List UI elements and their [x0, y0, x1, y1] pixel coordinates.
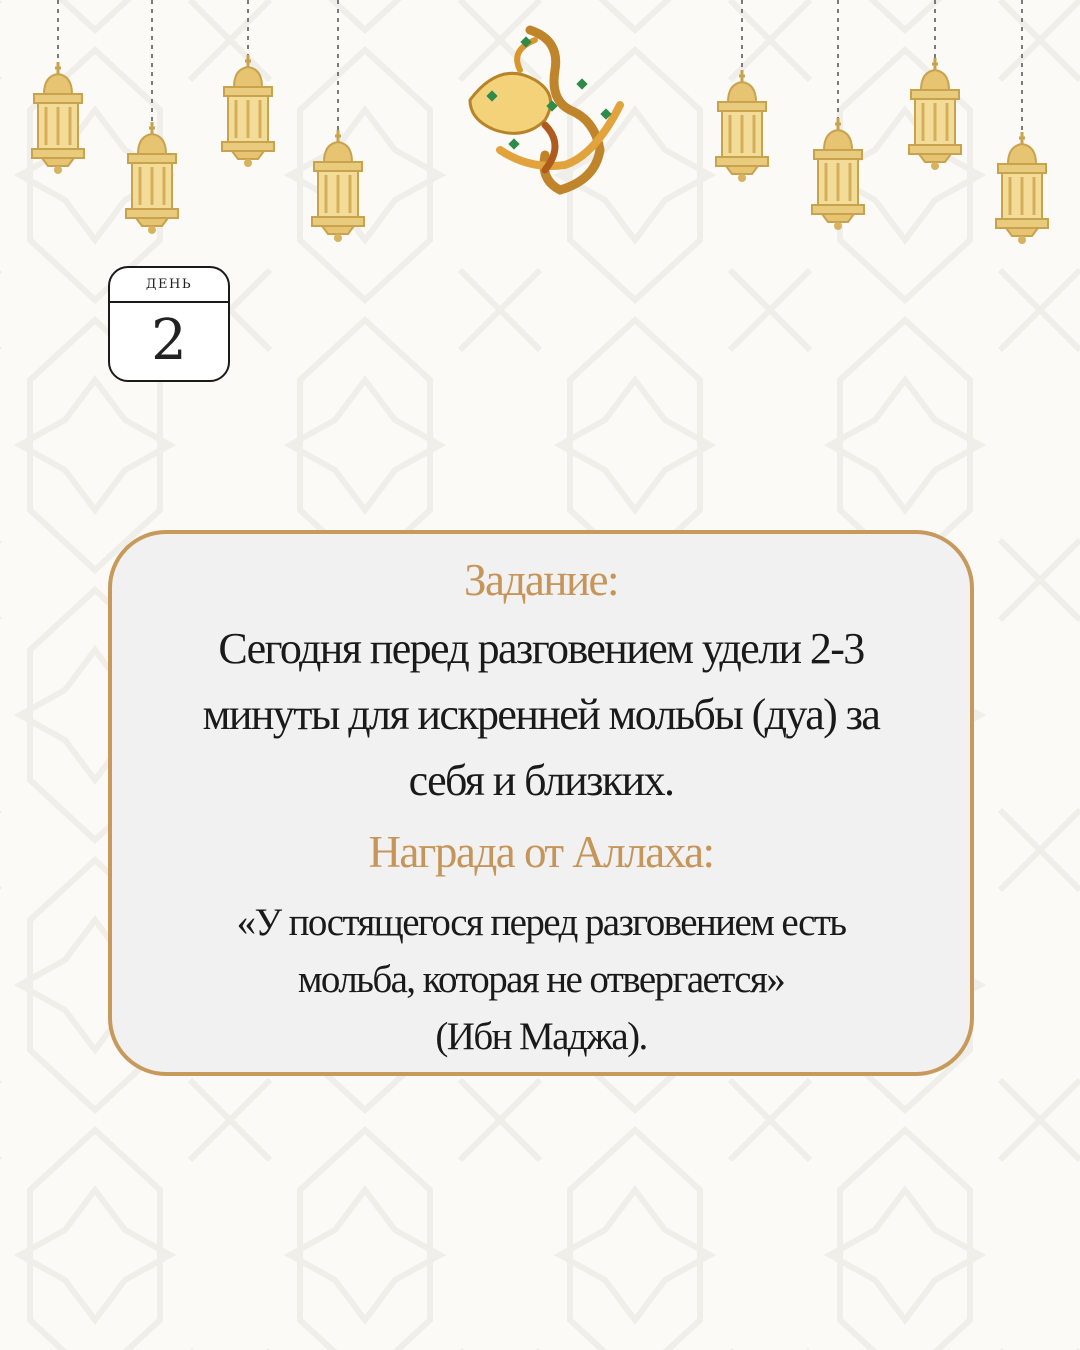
day-number: 2: [151, 308, 187, 373]
hanging-lantern-icon: [312, 130, 364, 242]
task-heading: Задание:: [463, 555, 619, 605]
task-text-line: минуты для искренней мольбы (дуа) за: [202, 690, 880, 739]
hanging-lantern-icon: [812, 118, 864, 230]
hanging-lanterns-left: [32, 0, 364, 242]
task-text-line: себя и близких.: [408, 756, 674, 805]
hanging-lantern-icon: [909, 58, 961, 170]
header-decoration: [0, 0, 1080, 260]
arabic-calligraphy-emblem: [470, 30, 620, 190]
quote-line: «У постящегося перед разговением есть: [236, 901, 846, 944]
hanging-lantern-icon: [222, 55, 274, 167]
day-calendar-badge: [108, 266, 230, 382]
hanging-lantern-icon: [126, 122, 178, 234]
task-text-line: Сегодня перед разговением удели 2-3: [218, 624, 864, 673]
quote-line: мольба, которая не отвергается»: [297, 958, 785, 1001]
quote-source: (Ибн Маджа).: [435, 1015, 647, 1058]
hanging-lantern-icon: [716, 70, 768, 182]
hanging-lanterns-right: [716, 0, 1048, 244]
task-text: [112, 616, 970, 814]
hanging-lantern-icon: [32, 62, 84, 174]
hanging-lantern-icon: [996, 132, 1048, 244]
day-badge-divider: [108, 301, 230, 303]
hadith-quote: [112, 894, 970, 1065]
task-card: [108, 530, 974, 1076]
day-label: ДЕНЬ: [145, 277, 193, 292]
reward-heading: Награда от Аллаха:: [368, 827, 714, 877]
